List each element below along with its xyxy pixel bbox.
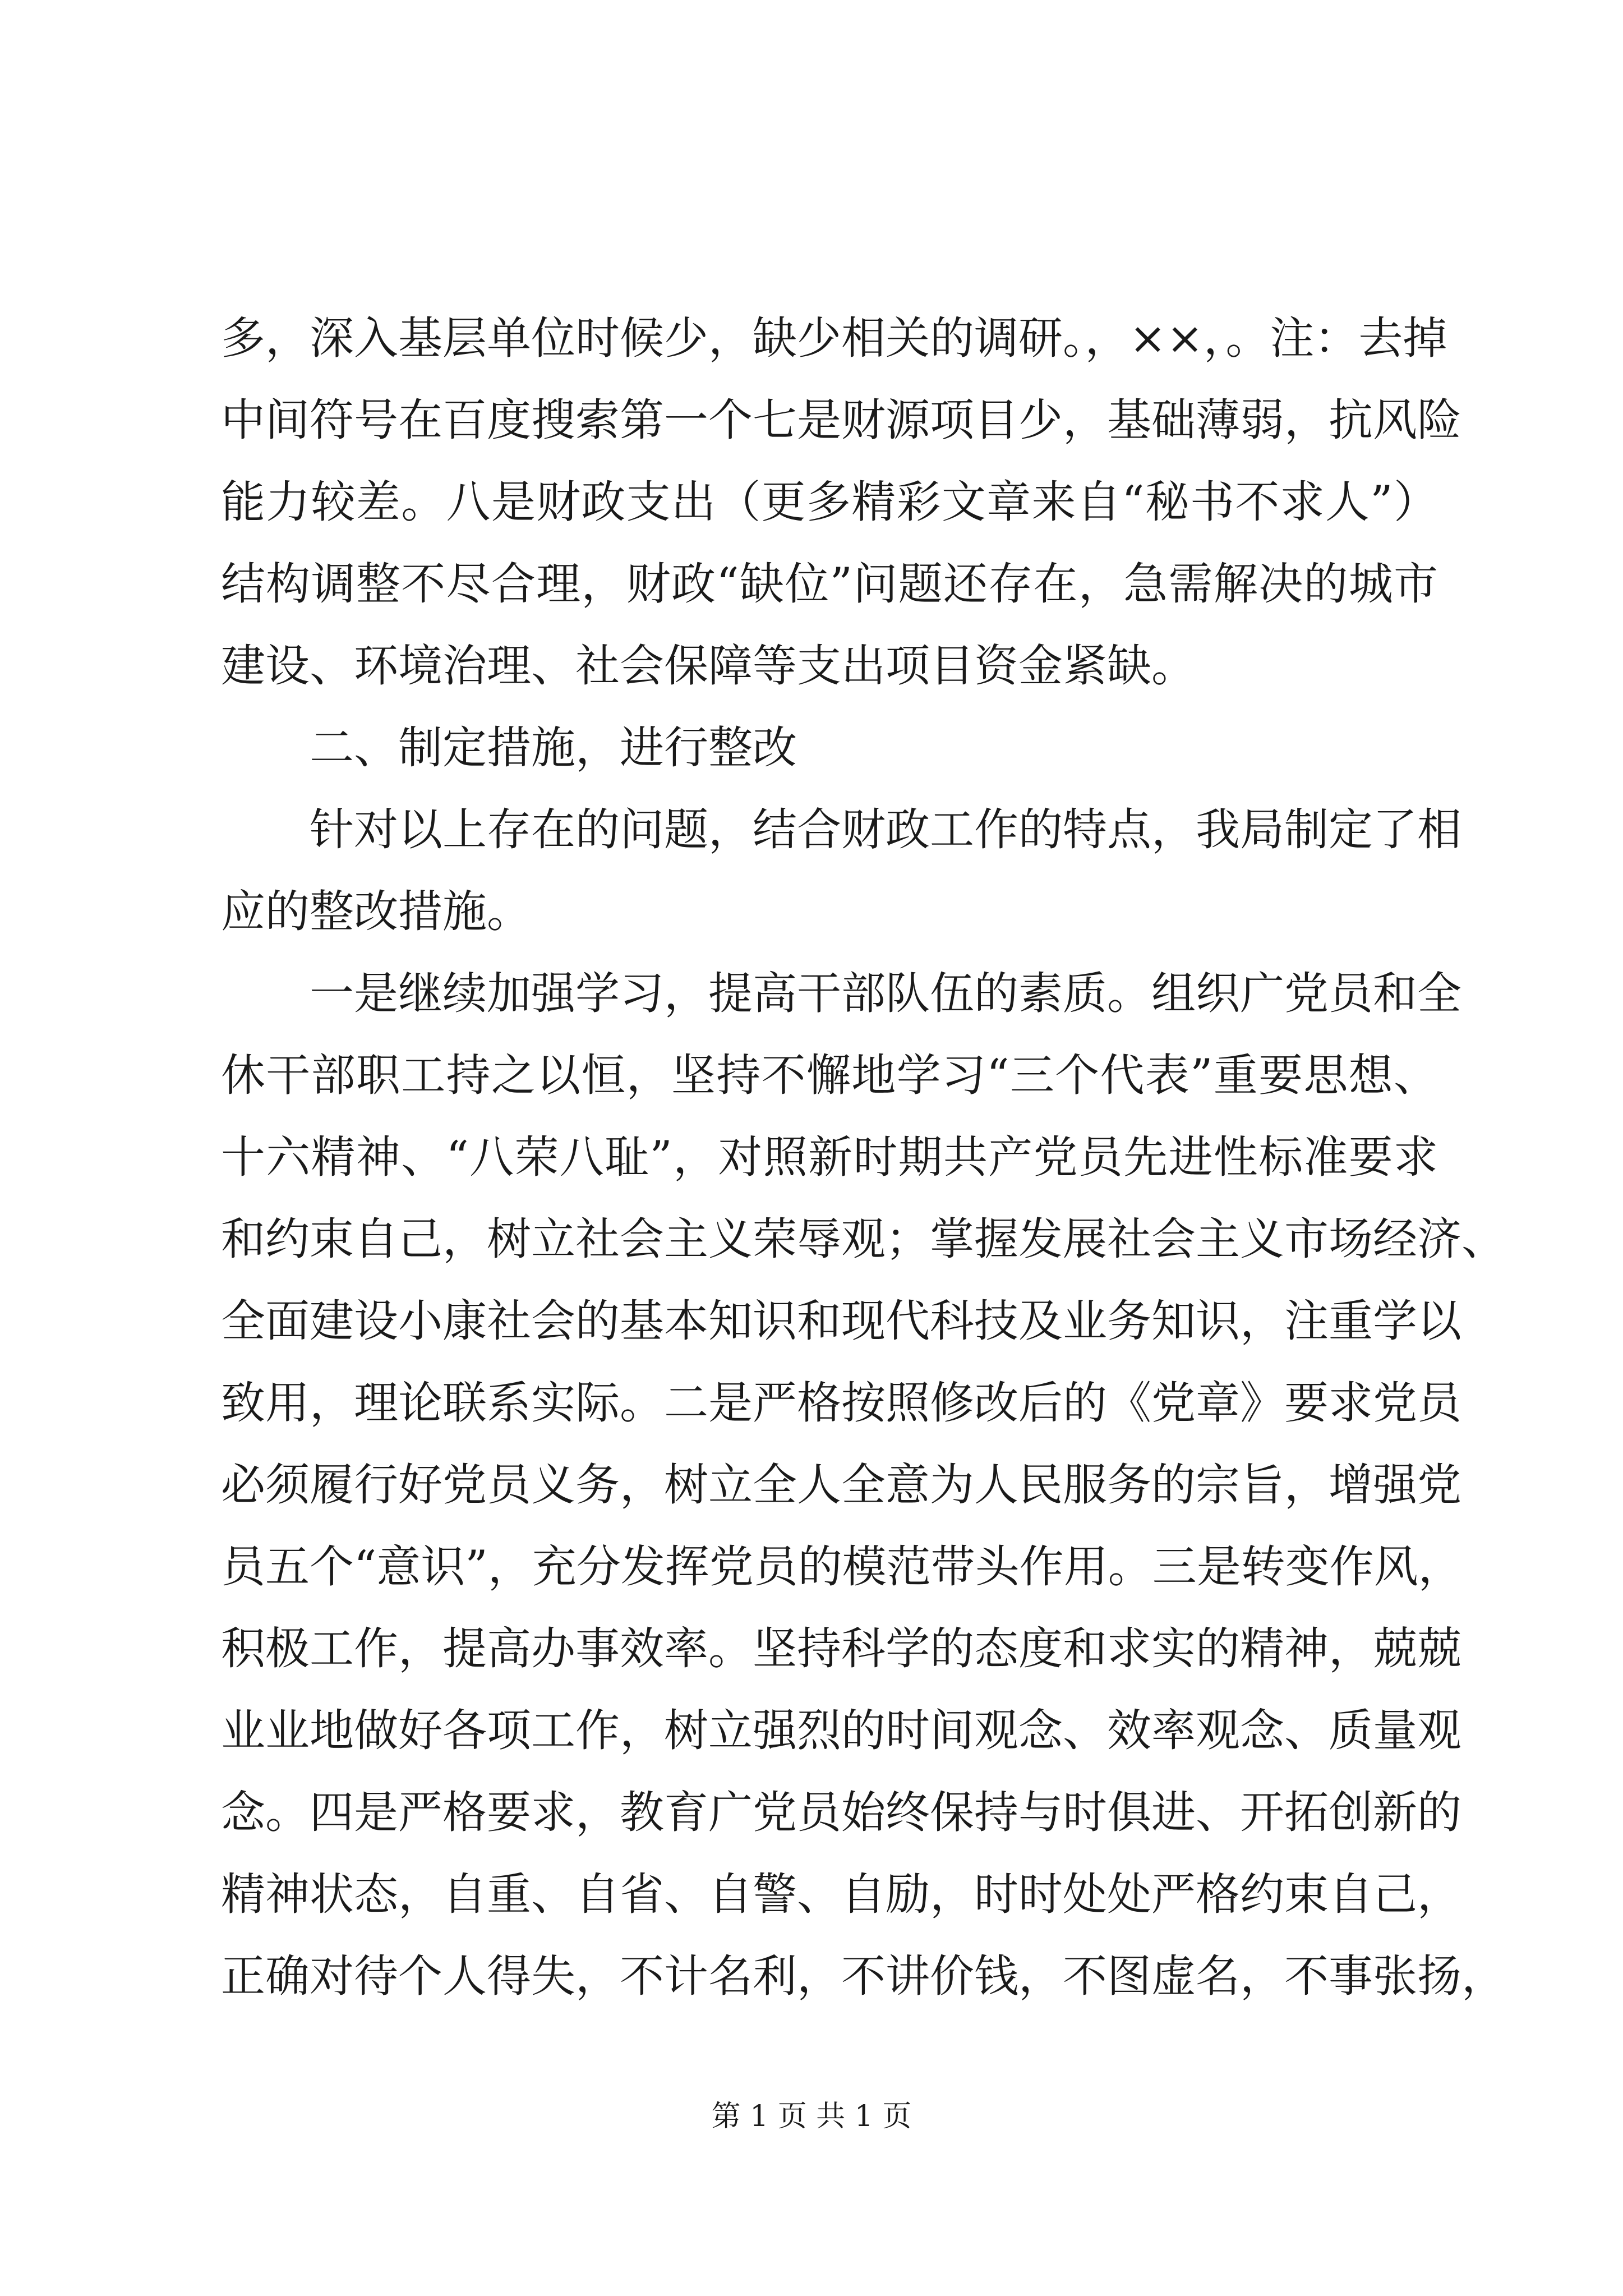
text-line: 针对以上存在的问题，结合财政工作的特点，我局制定了相 <box>310 804 1461 855</box>
text-line: 正确对待个人得失，不计名利，不讲价钱，不图虚名，不事张扬， <box>221 1950 1506 2002</box>
page-footer: 第 1 页 共 1 页 <box>711 2100 912 2133</box>
text-line: 十六精神、“八荣八耻”，对照新时期共产党员先进性标准要求 <box>221 1131 1438 1183</box>
text-line: 一是继续加强学习，提高干部队伍的素质。组织广党员和全 <box>310 968 1461 1019</box>
text-line: 建设、环境治理、社会保障等支出项目资金紧缺。 <box>221 640 1196 692</box>
text-line: 积极工作，提高办事效率。坚持科学的态度和求实的精神，兢兢 <box>221 1623 1461 1674</box>
text-line: 致用，理论联系实际。二是严格按照修改后的《党章》要求党员 <box>221 1377 1461 1429</box>
text-line: 业业地做好各项工作，树立强烈的时间观念、效率观念、质量观 <box>221 1705 1461 1756</box>
document-body <box>221 297 1506 2017</box>
text-line: 念。四是严格要求，教育广党员始终保持与时俱进、开拓创新的 <box>221 1787 1461 1838</box>
text-line: 二、制定措施，进行整改 <box>310 722 797 774</box>
text-line: 能力较差。八是财政支出（更多精彩文章来自“秘书不求人”） <box>221 476 1438 528</box>
text-line: 和约束自己，树立社会主义荣辱观；掌握发展社会主义市场经济、 <box>221 1213 1506 1265</box>
text-line: 员五个“意识”，充分发挥党员的模范带头作用。三是转变作风， <box>221 1541 1463 1593</box>
text-line: 必须履行好党员义务，树立全人全意为人民服务的宗旨，增强党 <box>221 1459 1461 1511</box>
text-line: 休干部职工持之以恒，坚持不懈地学习“三个代表”重要思想、 <box>221 1050 1438 1101</box>
text-line: 全面建设小康社会的基本知识和现代科技及业务知识，注重学以 <box>221 1295 1461 1347</box>
text-line: 精神状态，自重、自省、自警、自励，时时处处严格约束自己， <box>221 1869 1461 1920</box>
text-line: 结构调整不尽合理，财政“缺位”问题还存在，急需解决的城市 <box>221 558 1438 610</box>
text-line: 多，深入基层单位时候少，缺少相关的调研。，××，。注：去掉 <box>221 312 1447 364</box>
text-line: 中间符号在百度搜索第一个七是财源项目少，基础薄弱，抗风险 <box>221 394 1461 446</box>
text-line: 应的整改措施。 <box>221 886 531 937</box>
